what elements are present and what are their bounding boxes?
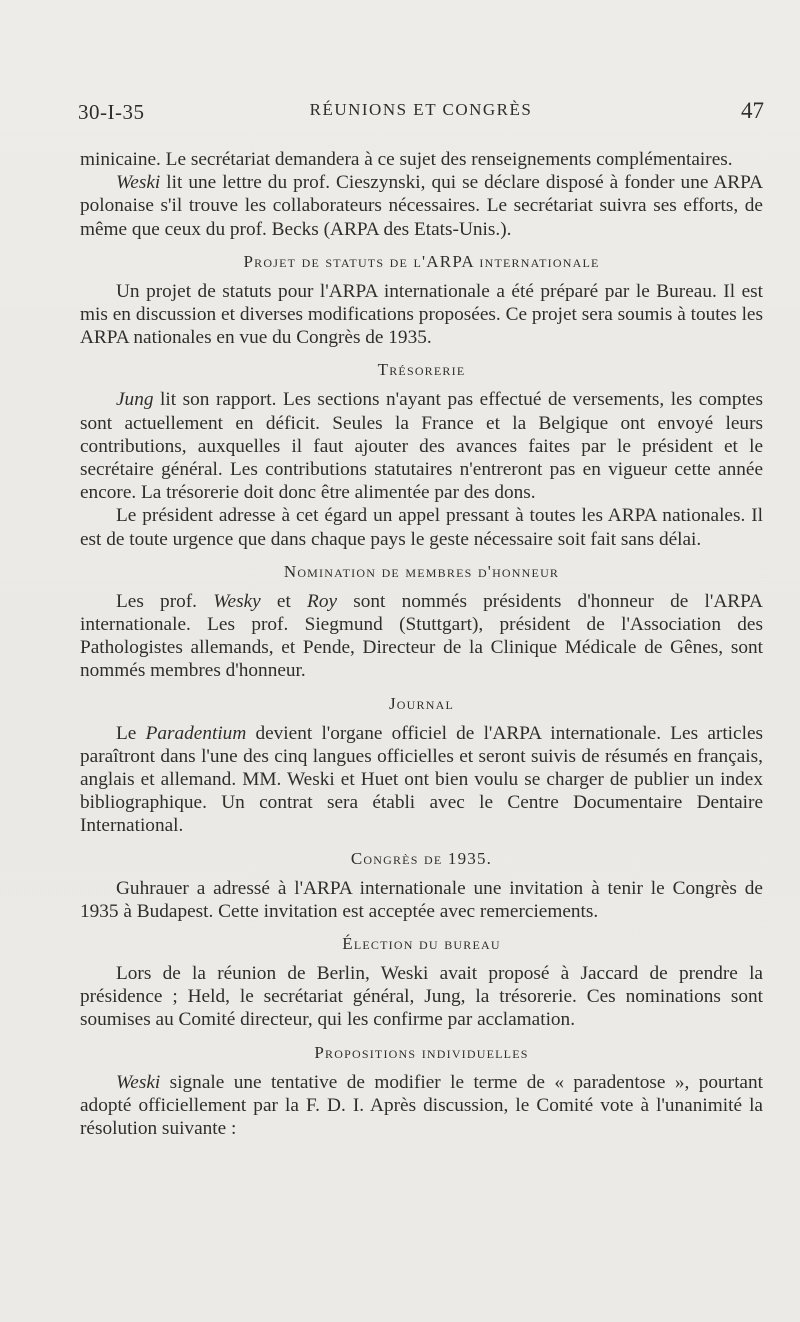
paragraph-text: lit son rapport. Les sections n'ayant pas effectué de versements, les comptes sont actuellement en déficit. Seules la France et la Belgique ont envoyé leurs contributions, auxquelles il faut ajouter des avances faites par le président et le secrétaire général. Les contributions statutaires n'entreront pas en vigueur cette année encore. La trésorerie doit donc être alimentée par des dons. [80, 389, 763, 504]
paragraph [80, 1071, 763, 1141]
section-heading: Projet de statuts de l'ARPA internationale [243, 251, 600, 271]
paragraph [80, 722, 763, 838]
person-name: Wesky [213, 590, 261, 612]
paragraph-text: Le [116, 722, 146, 744]
section-heading: Élection du bureau [342, 934, 501, 954]
paragraph-text: et [260, 590, 308, 612]
running-header [78, 98, 764, 128]
paragraph-text: signale une tentative de modifier le terme de « paradentose », pourtant adopté officiellement par la F. D. I. Après discussion, le Comité vote à l'unanimité la résolution suivante : [80, 1071, 763, 1140]
person-name: Roy [307, 590, 338, 612]
page-number: 47 [741, 98, 764, 123]
journal-name: Paradentium [145, 722, 247, 744]
paragraph: Lors de la réunion de Berlin, Weski avait proposé à Jaccard de prendre la présidence ; Held, le secrétariat général, Jung, la trésorerie. Ces nominations sont soumises au Comité directeur, qui les confirme par acclamation. [80, 963, 763, 1031]
paragraph: Un projet de statuts pour l'ARPA internationale a été préparé par le Bureau. Il est mis en discussion et diverses modifications proposées. Ce projet sera soumis à toutes les ARPA nationales en vue du Congrès de 1935. [80, 280, 763, 349]
paragraph [80, 171, 763, 241]
section-heading: Journal [388, 693, 454, 713]
paragraph: minicaine. Le secrétariat demandera à ce sujet des renseignements complémentaires. [80, 149, 733, 170]
paragraph: Guhrauer a adressé à l'ARPA internationale une invitation à tenir le Congrès de 1935 à Budapest. Cette invitation est acceptée avec remerciements. [80, 877, 763, 922]
paragraph-text: Les prof. [116, 590, 214, 612]
person-name: Weski [116, 172, 161, 194]
paragraph-text: sont nommés présidents d'honneur de l'ARPA internationale. Les prof. Siegmund (Stuttgart), président de l'Association des Pathologistes allemands, et Pende, Directeur de la Clinique Médicale de Gênes, sont nommés membres d'honneur. [80, 590, 763, 682]
person-name: Jung [116, 389, 154, 411]
person-name: Weski [116, 1071, 161, 1093]
header-date: 30-I-35 [78, 100, 145, 124]
paragraph-text: devient l'organe officiel de l'ARPA internationale. Les articles paraîtront dans l'une des cinq langues officielles et seront suivis de résumés en français, anglais et allemand. MM. Weski et Huet ont bien voulu se charger de publier un index bibliographique. Un contrat sera établi avec le Centre Documentaire Dentaire International. [80, 722, 764, 837]
paragraph [80, 590, 763, 683]
page-body [80, 148, 763, 1140]
paragraph: Le président adresse à cet égard un appel pressant à toutes les ARPA nationales. Il est de toute urgence que dans chaque pays le geste nécessaire soit fait sans délai. [80, 505, 763, 550]
header-title: RÉUNIONS ET CONGRÈS [309, 100, 533, 119]
section-heading: Congrès de 1935. [350, 848, 493, 868]
section-heading: Nomination de membres d'honneur [283, 561, 560, 581]
section-heading: Trésorerie [377, 360, 466, 380]
section-heading: Propositions individuelles [314, 1042, 529, 1062]
paragraph [80, 388, 763, 504]
paragraph-text: lit une lettre du prof. Cieszynski, qui se déclare disposé à fonder une ARPA polonaise s'il trouve les collaborateurs nécessaires. Le secrétariat suivra ses efforts, de même que ceux du prof. Becks (ARPA des Etats-Unis.). [80, 172, 763, 240]
